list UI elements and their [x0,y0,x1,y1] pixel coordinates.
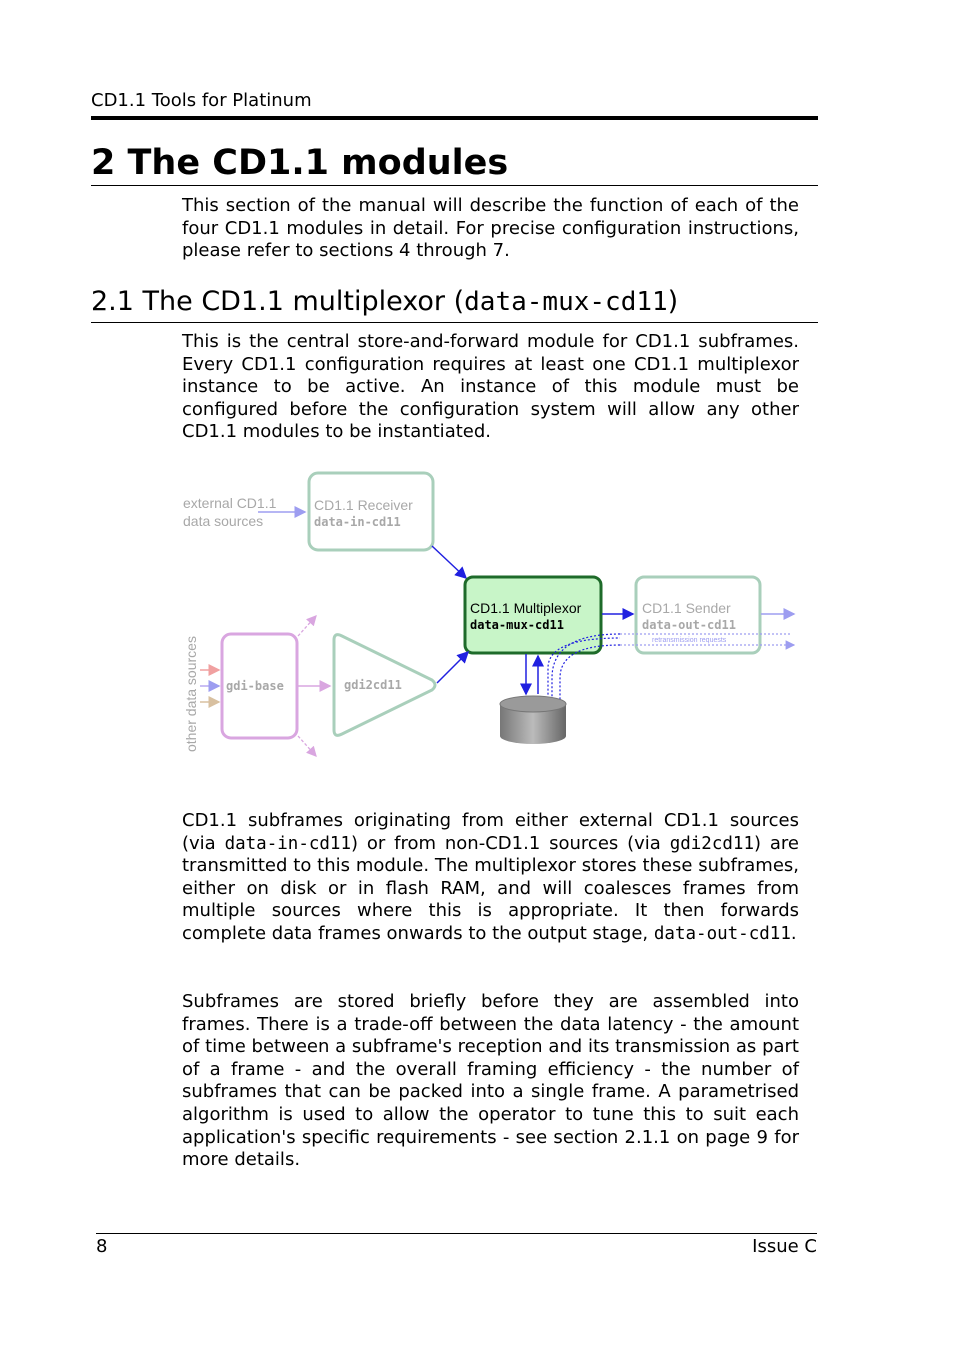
external-sources-line2: data sources [183,513,264,529]
intro-paragraph: This section of the manual will describe the function of each of the four CD1.1 modules in detail. For precise configuration instructions, please refer to sections 4 through 7. [182,195,799,262]
multiplexor-code: data-mux-cd11 [470,618,564,632]
footer-rule [96,1233,817,1234]
sender-title: CD1.1 Sender [642,600,731,616]
page-number: 8 [96,1236,108,1257]
receiver-title: CD1.1 Receiver [314,497,413,513]
p3-text-4: . [790,922,797,944]
p3-code-data-out: data-out-cd11 [653,923,791,944]
sender-code: data-out-cd11 [642,618,736,632]
gdi2cd11-label: gdi2cd11 [344,678,402,692]
section-title [91,284,678,320]
chapter-title: 2 The CD1.1 modules [91,143,509,183]
subframes-paragraph [182,810,799,946]
gdi-base-up-arrow [298,616,316,636]
other-sources-label: other data sources [183,636,199,752]
section-rule [91,322,818,323]
gdi-base-label: gdi-base [226,679,284,693]
receiver-to-mux-arrow [432,546,466,578]
gdi2cd11-to-mux-arrow [437,652,468,683]
receiver-code: data-in-cd11 [314,515,401,529]
module-diagram [180,468,798,760]
p3-code-gdi2cd11: gdi2cd11 [669,833,754,854]
gdi-base-down-arrow [298,736,316,756]
multiplexor-title: CD1.1 Multiplexor [470,600,582,616]
section-title-suffix: ) [667,286,679,317]
p3-text-2: ) or from non-CD1.1 sources (via [351,832,670,854]
header-rule [91,116,818,120]
section-title-prefix: 2.1 The CD1.1 multiplexor ( [91,286,465,317]
p3-code-data-in: data-in-cd11 [224,833,351,854]
latency-paragraph: Subframes are stored briefly before they are assembled into frames. There is a trade-off between the data latency - the amount of time between a subframe's reception and its transmission as part of a frame - and the overall framing efficiency - the number of subframes that can be packed into a single frame. A parametrised algorithm is used to allow the operator to tune this to suit each application's specific requirements - see section 2.1.1 on page 9 for more details. [182,991,799,1171]
multiplexor-paragraph: This is the central store-and-forward module for CD1.1 subframes. Every CD1.1 configuration requires at least one CD1.1 multiplexor instance to be active. An instance of this module must be configured before the configuration system will allow any other CD1.1 modules to be instantiated. [182,331,799,443]
chapter-rule [91,185,818,186]
running-header: CD1.1 Tools for Platinum [91,90,312,111]
retransmission-label: retransmission requests [652,637,727,644]
p3-text-1: CD1.1 subframes originating from either external CD1.1 sources (via [182,810,799,854]
external-sources-line1: external CD1.1 [183,495,277,511]
issue-label: Issue C [752,1236,817,1257]
p3-text-3: ) are transmitted to this module. The multiplexor stores these subframes, either on disk or in flash RAM, and will coalesces frames from multiple sources where this is appropriate. It then forwards complete data frames onwards to the output stage, [182,832,799,944]
storage-cylinder-icon [500,696,566,744]
section-title-code: data-mux-cd11 [464,287,668,317]
